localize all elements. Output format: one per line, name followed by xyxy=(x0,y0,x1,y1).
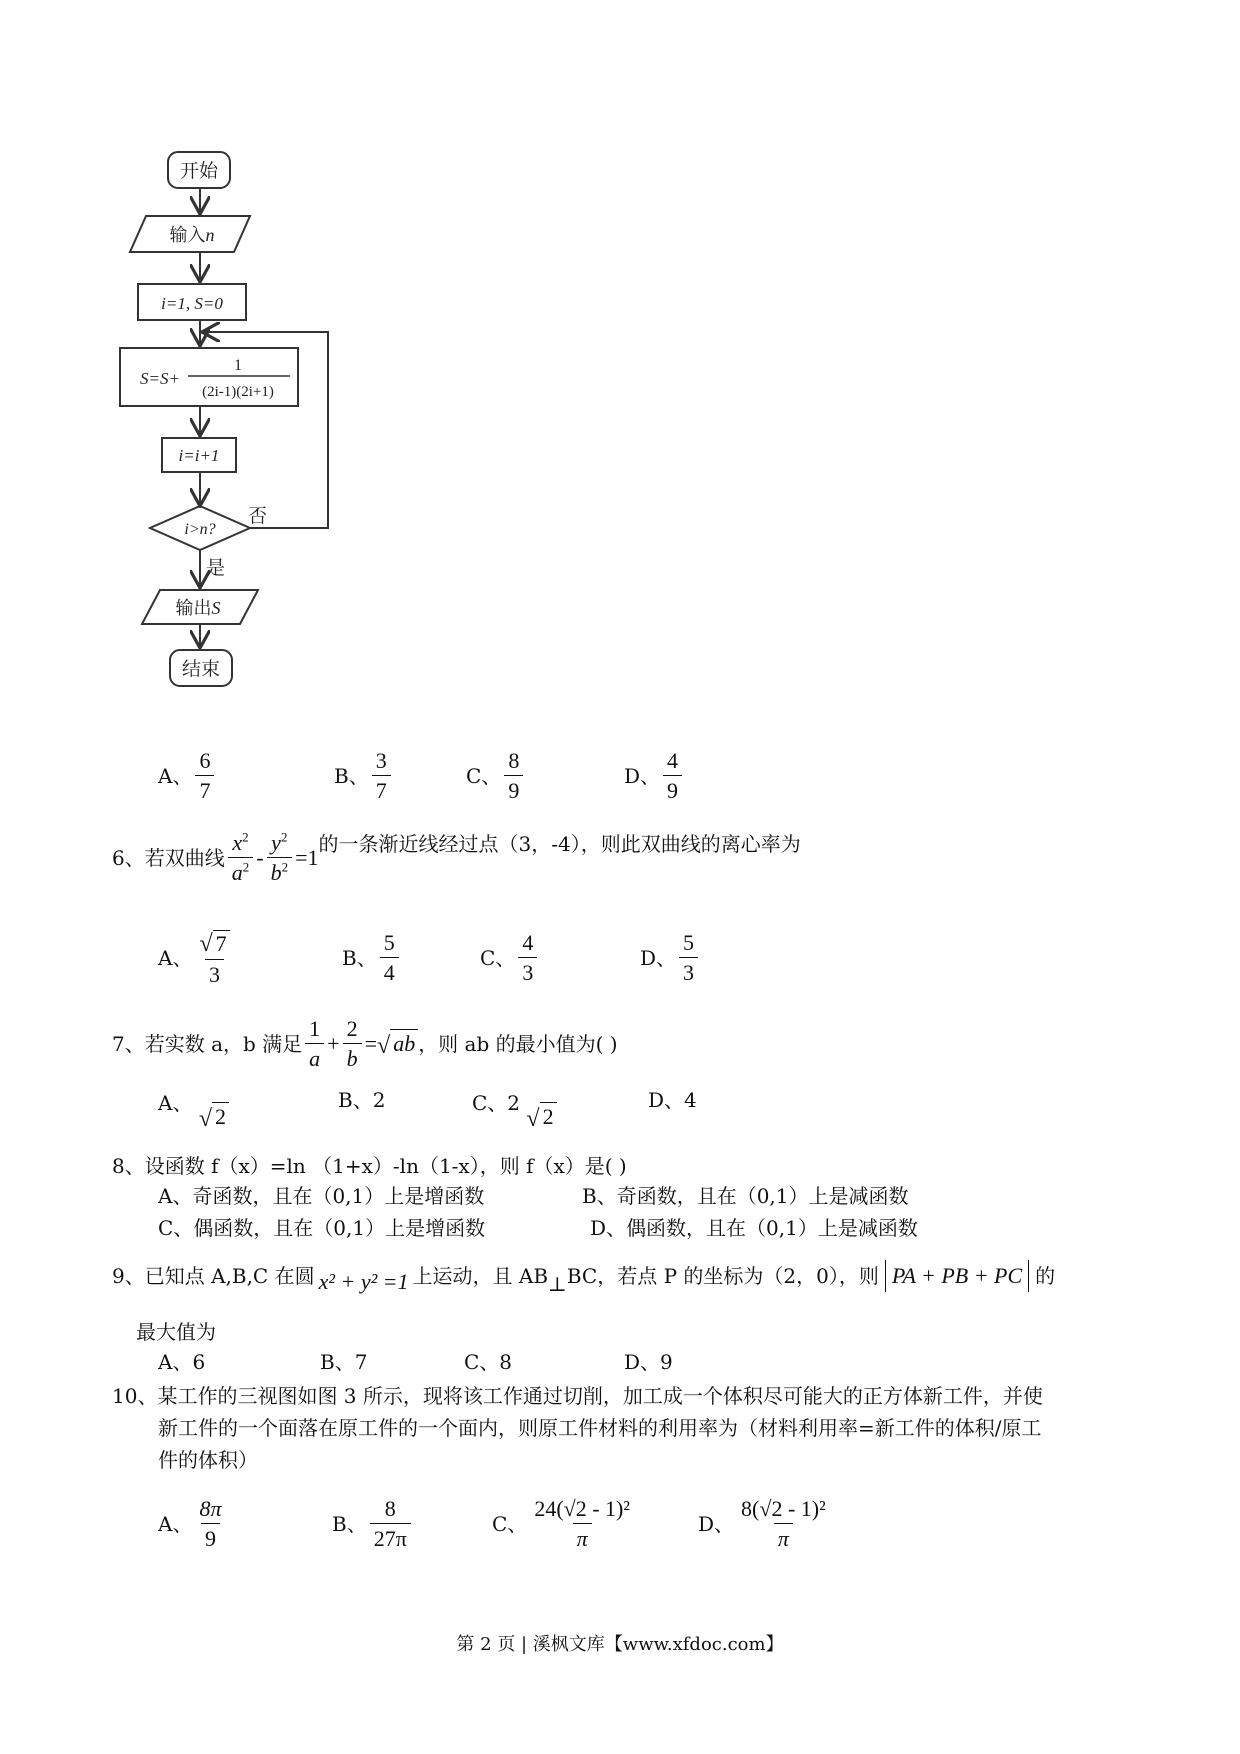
flow-update-lhs: S=S+ xyxy=(140,369,180,388)
q8-option-b: B、奇函数，且在（0,1）上是减函数 xyxy=(582,1184,909,1208)
q6-y: y xyxy=(271,830,281,855)
q10-c-num: 24(√2 - 1)² xyxy=(534,1496,630,1521)
q9-stem xyxy=(112,1260,1056,1296)
q7-f1-num: 1 xyxy=(309,1016,321,1041)
flow-no-label: 否 xyxy=(248,505,268,527)
flow-cond-text: i>n? xyxy=(184,521,216,538)
q10-d-num: 8(√2 - 1)² xyxy=(741,1496,826,1521)
q10-option-d xyxy=(698,1496,833,1552)
q5-c-num: 8 xyxy=(508,748,520,773)
q10-a-den: 9 xyxy=(201,1523,220,1551)
q7-c-label: C、2 xyxy=(472,1091,521,1115)
q10-d-label: D、 xyxy=(698,1511,735,1536)
q7-c-rad: 2 xyxy=(540,1102,557,1131)
q6-suffix: 的一条渐近线经过点（3，-4），则此双曲线的离心率为 xyxy=(318,832,801,856)
q5-d-num: 4 xyxy=(667,748,679,773)
q6-b-den: 4 xyxy=(380,957,399,985)
q7-prefix: 7、若实数 a，b 满足 xyxy=(112,1031,303,1056)
q6-a-label: A、 xyxy=(158,946,193,971)
q8-stem: 8、设函数 f（x）=ln （1+x）-ln（1-x），则 f（x）是( ) xyxy=(112,1154,627,1178)
q6-c-den: 3 xyxy=(518,957,537,985)
q6-a-den: 3 xyxy=(205,959,224,987)
q10-a-label: A、 xyxy=(158,1511,193,1536)
q6-d-num: 5 xyxy=(683,930,695,955)
q6-prefix: 6、若双曲线 xyxy=(112,845,225,870)
q6-a: a xyxy=(231,860,243,886)
q6-d-den: 3 xyxy=(679,957,698,985)
q8-option-c: C、偶函数，且在（0,1）上是增函数 xyxy=(158,1216,486,1240)
q5-a-label: A、 xyxy=(158,763,193,788)
q5-a-den: 7 xyxy=(195,775,214,803)
q5-b-num: 3 xyxy=(375,748,387,773)
q5-option-d xyxy=(624,748,685,804)
q9-mid: 上运动，且 AB xyxy=(412,1264,549,1288)
q7-option-c: C、2 √ 2 xyxy=(472,1086,557,1117)
q5-b-den: 7 xyxy=(372,775,391,803)
flow-yes-label: 是 xyxy=(206,557,226,579)
q6-b: b xyxy=(270,860,282,886)
page-footer: 第 2 页 | 溪枫文库【www.xfdoc.com】 xyxy=(456,1634,784,1655)
q6-option-a: A、 √ 7 3 xyxy=(158,930,237,987)
q6-d-label: D、 xyxy=(640,945,677,970)
q6-option-b xyxy=(342,930,402,986)
flow-input-text: 输入n xyxy=(169,225,215,246)
q5-option-c xyxy=(466,748,526,804)
flow-update-num: 1 xyxy=(234,357,242,374)
q9-prefix: 9、已知点 A,B,C 在圆 xyxy=(112,1264,315,1288)
q6-c-num: 4 xyxy=(522,930,534,955)
q9-vec: PA + PB + PC xyxy=(885,1260,1029,1292)
q7-rad: ab xyxy=(390,1029,418,1058)
q8-option-d: D、偶函数，且在（0,1）上是减函数 xyxy=(590,1216,918,1240)
q10-b-num: 8 xyxy=(384,1496,396,1521)
q7-option-b: B、2 xyxy=(338,1088,386,1112)
flow-update-den: (2i-1)(2i+1) xyxy=(202,384,274,400)
q7-suffix: ，则 ab 的最小值为( ) xyxy=(418,1031,618,1056)
flow-start-text: 开始 xyxy=(179,160,219,182)
q9-option-d: D、9 xyxy=(624,1350,673,1374)
q5-c-label: C、 xyxy=(466,763,502,788)
q7-stem: 7、若实数 a，b 满足 $\frac{1}{a}$ + $\frac{2}{b}$ = √ ab ，则 ab 的最小值为( ) xyxy=(112,1016,618,1072)
q10-line2: 新工件的一个面落在原工件的一个面内，则原工件材料的利用率为（材料利用率=新工件的体积/原工 xyxy=(158,1416,1042,1440)
q10-option-a xyxy=(158,1496,228,1552)
q6-b-num: 5 xyxy=(383,930,395,955)
q9-perp: ⊥ xyxy=(548,1272,567,1296)
q9-suffix: 的 xyxy=(1035,1264,1056,1288)
flowchart xyxy=(100,140,340,700)
q5-b-label: B、 xyxy=(334,763,369,788)
q10-d-den: π xyxy=(774,1523,793,1551)
q6-option-d xyxy=(640,930,701,986)
q7-option-a: A、 √ 2 xyxy=(158,1086,229,1117)
q6-c-label: C、 xyxy=(480,945,516,970)
q8-option-a: A、奇函数，且在（0,1）上是增函数 xyxy=(158,1184,485,1208)
q10-a-num: 8π xyxy=(199,1496,222,1521)
q6-b-label: B、 xyxy=(342,945,377,970)
q10-b-den: 27π xyxy=(370,1523,411,1551)
q6-option-c xyxy=(480,930,540,986)
q7-a-rad: 2 xyxy=(212,1102,229,1131)
q6-stem: 6、若双曲线 $\frac{x^2}{a^2}$ - $\frac{y^2}{b^2}$ =1 的一条渐近线经过点（3，-4），则此双曲线的离心率为 xyxy=(112,829,801,886)
q5-option-b xyxy=(334,748,394,804)
q5-d-label: D、 xyxy=(624,763,661,788)
q10-c-label: C、 xyxy=(492,1511,528,1536)
q6-x: x xyxy=(232,830,243,855)
q7-f2-den: b xyxy=(343,1043,362,1071)
q9-circle: x² + y² =1 xyxy=(318,1269,409,1294)
q10-b-label: B、 xyxy=(332,1511,367,1536)
q5-option-a xyxy=(158,748,217,804)
q5-a-num: 6 xyxy=(199,748,211,773)
q9-line2: 最大值为 xyxy=(136,1320,216,1344)
q9-option-c: C、8 xyxy=(464,1350,513,1374)
q9-mid2: BC，若点 P 的坐标为（2，0），则 xyxy=(566,1264,879,1288)
q7-f2-num: 2 xyxy=(346,1016,358,1041)
q7-option-d: D、4 xyxy=(648,1088,697,1112)
q9-option-a: A、6 xyxy=(158,1350,206,1374)
q9-option-b: B、7 xyxy=(320,1350,368,1374)
q10-c-den: π xyxy=(573,1523,592,1551)
q10-line1: 10、某工作的三视图如图 3 所示，现将该工作通过切削，加工成一个体积尽可能大的正方体新工件，并使 xyxy=(112,1384,1043,1408)
flow-output-text: 输出S xyxy=(175,598,221,619)
q5-d-den: 9 xyxy=(663,775,682,803)
q10-option-b xyxy=(332,1496,414,1552)
q6-rhs: =1 xyxy=(295,844,319,870)
q10-option-c xyxy=(492,1496,637,1552)
flow-end-text: 结束 xyxy=(181,658,221,680)
q7-a-label: A、 xyxy=(158,1091,193,1115)
q5-c-den: 9 xyxy=(504,775,523,803)
q6-a-rad: 7 xyxy=(213,930,230,956)
q10-line3: 件的体积） xyxy=(158,1448,258,1472)
flow-inc-text: i=i+1 xyxy=(178,446,220,465)
flow-init-text: i=1, S=0 xyxy=(161,294,223,313)
q7-f1-den: a xyxy=(305,1043,324,1071)
